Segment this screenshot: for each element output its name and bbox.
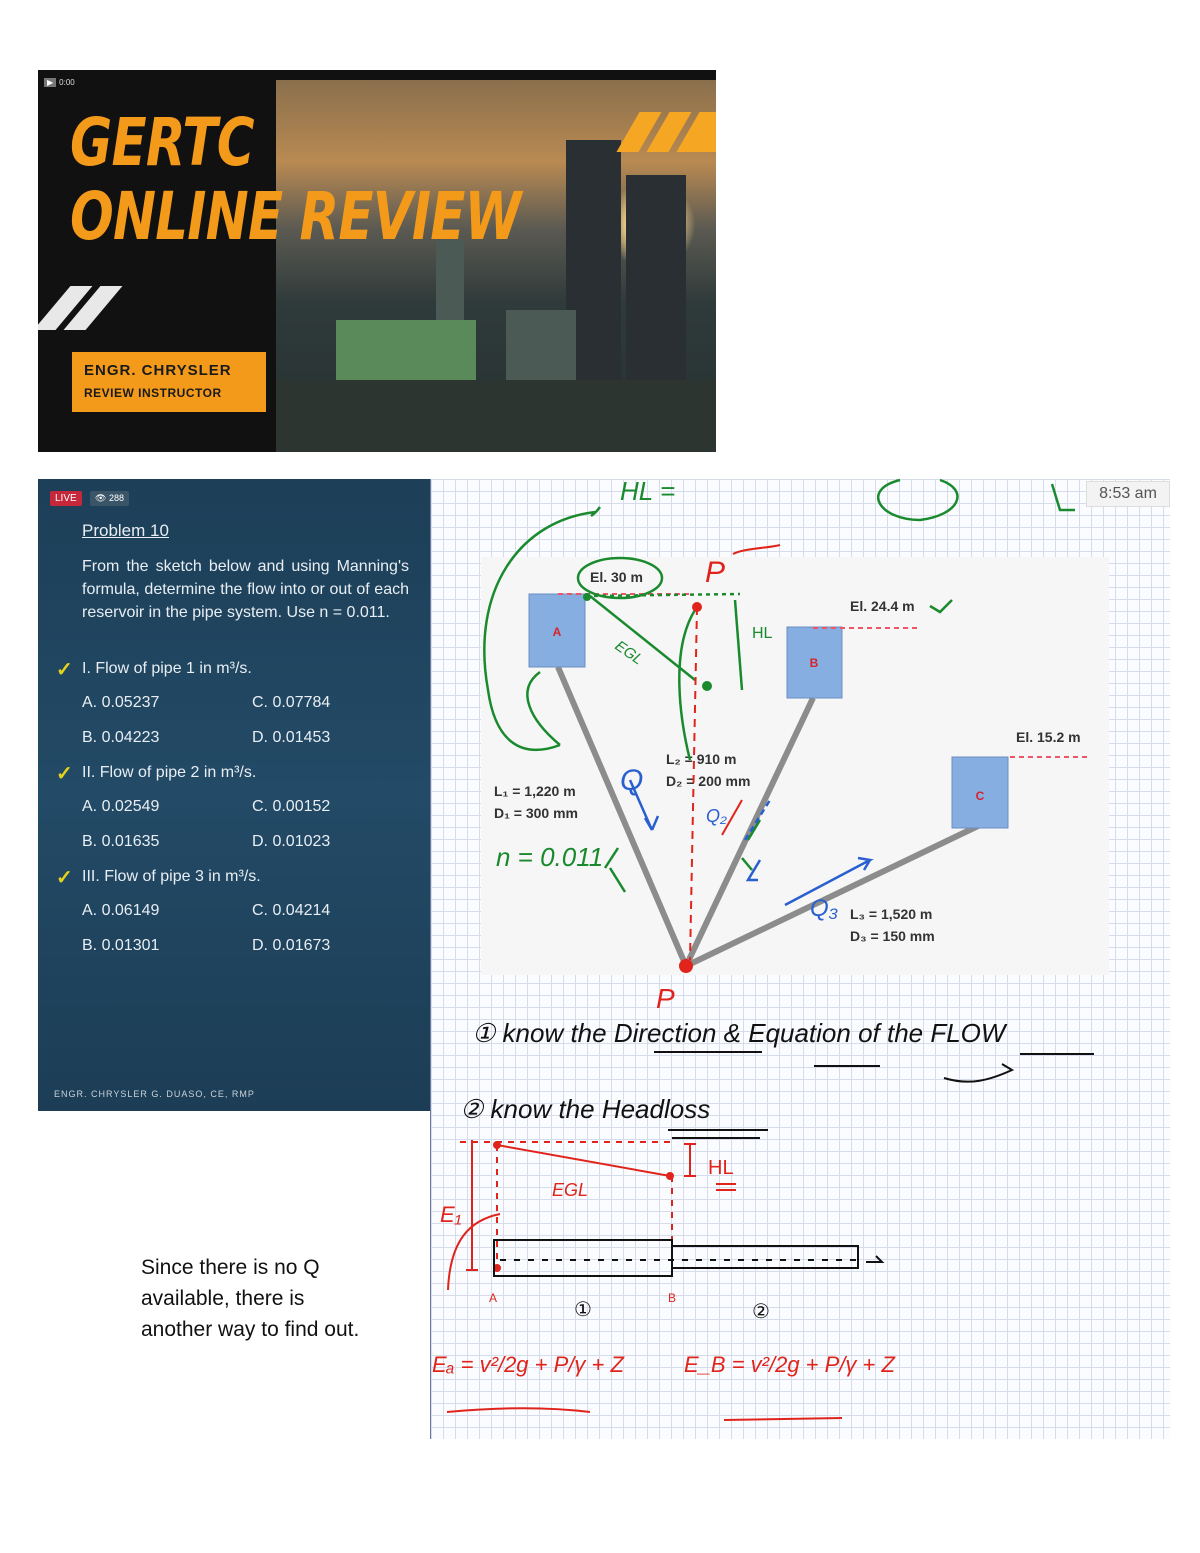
caption-line: another way to find out. [141, 1318, 360, 1341]
underline [447, 1408, 842, 1420]
elevation-a: El. 30 m [590, 569, 643, 585]
p-bottom-label: P [656, 983, 675, 1014]
e1-dimension [466, 1140, 478, 1270]
pipe-section-2 [672, 1246, 858, 1268]
elevation-b: El. 24.4 m [850, 598, 915, 614]
viewer-count: 👁 288 [90, 491, 129, 506]
point [666, 1172, 674, 1180]
option: B. 0.01301 [82, 937, 160, 954]
gamma [605, 848, 625, 892]
egl-label-2: EGL [552, 1180, 589, 1200]
pipe3-length: L₃ = 1,520 m [850, 906, 933, 922]
checkmark [930, 600, 952, 612]
q3-label: Q₃ [810, 895, 839, 922]
underline [654, 1052, 1094, 1082]
option: D. 0.01453 [252, 729, 331, 746]
blue-flow-arrows [630, 780, 870, 905]
option: B. 0.01635 [82, 833, 160, 850]
question-2: II. Flow of pipe 2 in m³/s. [82, 764, 257, 781]
instructor-role: REVIEW INSTRUCTOR [84, 386, 222, 400]
option: A. 0.05237 [82, 694, 160, 711]
option: D. 0.01673 [252, 937, 331, 954]
pipe1-length: L₁ = 1,220 m [494, 783, 576, 799]
question-1: I. Flow of pipe 1 in m³/s. [82, 660, 252, 677]
scribble [1052, 484, 1075, 510]
clock-time: 8:53 am [1086, 481, 1170, 507]
headloss-diagram-red [447, 1140, 842, 1420]
checkmark-icon: ✓ [56, 763, 73, 785]
reservoir-b-label: B [809, 656, 819, 670]
option: D. 0.01023 [252, 833, 331, 850]
pipe-2-number: ② [752, 1301, 770, 1323]
egl-label: EGL [611, 637, 647, 669]
hl-dimension [684, 1144, 696, 1176]
manning-n-label: n = 0.011 [496, 842, 604, 872]
problem-title: Problem 10 [82, 521, 169, 540]
energy-equation-b: E_B = v²/2g + P/γ + Z [684, 1352, 895, 1377]
point-b-label: B [668, 1291, 677, 1305]
caption-line: Since there is no Q [141, 1256, 320, 1279]
option: C. 0.07784 [252, 694, 331, 711]
video-timestamp: ▶ 0:00 [44, 78, 75, 87]
point-p [692, 602, 702, 612]
egl-sloped [497, 1145, 670, 1176]
pipe-drawing [494, 1240, 882, 1276]
energy-equation-a: Eₐ = v²/2g + P/γ + Z [432, 1352, 624, 1377]
pipe2-diameter: D₂ = 200 mm [666, 773, 751, 789]
green-ink-annotations [484, 480, 1075, 892]
q1-label: Q [620, 764, 644, 797]
point-a [583, 593, 591, 601]
point [493, 1141, 501, 1149]
question-3: III. Flow of pipe 3 in m³/s. [82, 868, 261, 885]
green-arc [527, 672, 560, 745]
reservoir-c-label: C [975, 789, 985, 803]
pipe3-diameter: D₃ = 150 mm [850, 928, 935, 944]
point-egl [702, 681, 712, 691]
q1-arrow [630, 780, 658, 830]
underline [668, 1130, 768, 1138]
q2-label: Q₂ [706, 806, 727, 826]
banner-title-line2: ONLINE REVIEW [70, 178, 521, 255]
reservoir-a-label: A [552, 625, 562, 639]
pipe-2 [686, 698, 813, 966]
checkmark-icon: ✓ [56, 867, 73, 889]
slide-footer: ENGR. CHRYSLER G. DUASO, CE, RMP [54, 1089, 255, 1099]
underline [716, 1184, 736, 1190]
problem-statement: From the sketch below and using Manning's formula, determine the flow into or out of each reservoir in the pipe system. Use n = 0.011. [82, 558, 409, 621]
red-stroke [733, 545, 780, 554]
junction-p [679, 959, 693, 973]
pipe2-length: L₂ = 910 m [666, 751, 737, 767]
live-badge: LIVE [50, 491, 82, 506]
p-top-label: P [705, 556, 726, 589]
checkmark-icon: ✓ [56, 659, 73, 681]
elevation-c: El. 15.2 m [1016, 729, 1081, 745]
step-2-note: ② know the Headloss [460, 1094, 711, 1124]
hl-line [735, 600, 742, 690]
instructor-name: ENGR. CHRYSLER [84, 362, 232, 379]
point-a-label: A [489, 1291, 498, 1305]
option: A. 0.06149 [82, 902, 160, 919]
dash [586, 594, 740, 596]
bracket [679, 610, 695, 760]
step-1-note: ① know the Direction & Equation of the FLOW [472, 1018, 1006, 1048]
caption-line: available, there is [141, 1287, 305, 1310]
banner-title-line1: GERTC [70, 104, 254, 181]
option: A. 0.02549 [82, 798, 160, 815]
caption-text [141, 1252, 359, 1345]
option: C. 0.00152 [252, 798, 331, 815]
hl-label: HL [752, 625, 773, 642]
hl-equation-label: HL = [620, 476, 676, 506]
pipe-section-1 [494, 1240, 672, 1276]
e1-label: E₁ [440, 1202, 462, 1227]
option: C. 0.04214 [252, 902, 331, 919]
flow-arrow [866, 1256, 882, 1262]
pipe1-diameter: D₁ = 300 mm [494, 805, 578, 821]
pipe-1-number: ① [574, 1299, 592, 1321]
scribble [878, 480, 957, 520]
hl-label-2: HL [708, 1157, 734, 1179]
option: B. 0.04223 [82, 729, 160, 746]
q2-tail [748, 860, 760, 880]
